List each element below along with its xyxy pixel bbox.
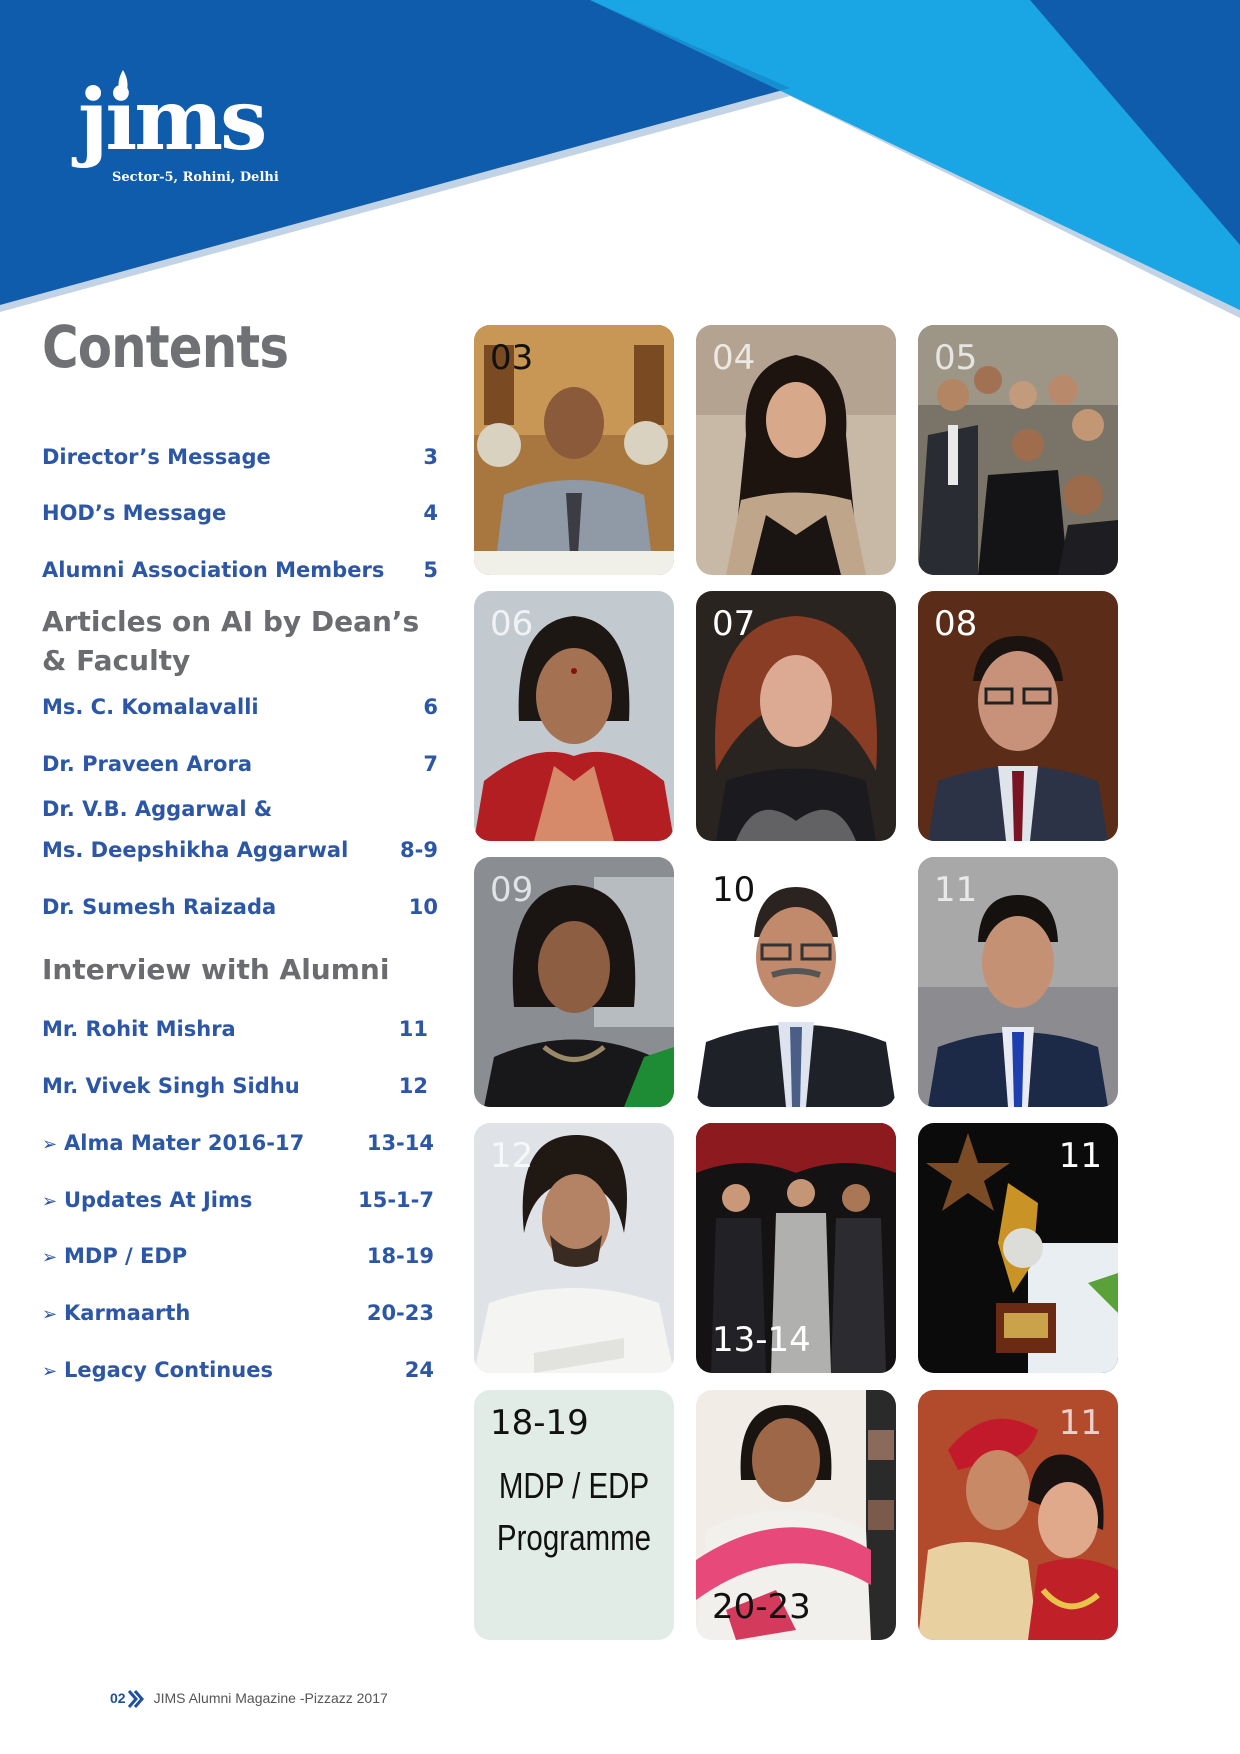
tile-rohit-mishra[interactable]	[918, 857, 1118, 1107]
arrowhead-bullet-icon: ➢	[42, 1191, 58, 1212]
toc-label-wrap	[42, 1357, 273, 1384]
toc-label: Dr. Sumesh Raizada	[42, 895, 277, 919]
tile-vb-aggarwal[interactable]	[918, 591, 1118, 841]
footer-page-number: 02	[110, 1690, 126, 1706]
toc-label: Director’s Message	[42, 445, 271, 469]
tile-komalavalli[interactable]	[474, 591, 674, 841]
tile-award[interactable]	[918, 1123, 1118, 1373]
arrowhead-bullet-icon: ➢	[42, 1134, 58, 1155]
tile-page-number: 08	[934, 604, 978, 644]
tile-sumesh-raizada[interactable]	[474, 857, 674, 1107]
toc-label: Ms. C. Komalavalli	[42, 695, 259, 719]
toc-page: 5	[423, 558, 438, 582]
toc-label: Updates At Jims	[64, 1188, 253, 1212]
toc-page: 6	[423, 695, 438, 719]
tile-page-number: 07	[712, 604, 756, 644]
mdp-tile-subtitle: Programme	[496, 1517, 652, 1558]
toc-label-wrap	[42, 1187, 252, 1214]
toc-label: Dr. V.B. Aggarwal &	[42, 797, 273, 821]
toc-page: 8-9	[400, 838, 438, 862]
toc-label: Karmaarth	[64, 1301, 191, 1325]
page-title: Contents	[42, 313, 289, 381]
tile-page-number: 12	[490, 1136, 534, 1176]
toc-page: 12	[398, 1074, 428, 1098]
toc-page: 18-19	[366, 1244, 434, 1268]
double-chevron-icon	[128, 1690, 144, 1708]
arrowhead-bullet-icon: ➢	[42, 1304, 58, 1325]
tile-karmaarth[interactable]	[696, 1390, 896, 1640]
tile-page-number: 18-19	[490, 1403, 589, 1443]
toc-label: Alma Mater 2016-17	[64, 1131, 305, 1155]
tile-page-number: 03	[490, 338, 534, 378]
tile-page-number: 11	[934, 870, 978, 910]
toc-label: Mr. Rohit Mishra	[42, 1017, 236, 1041]
tile-mdp-edp[interactable]	[474, 1390, 674, 1640]
jims-logo	[72, 70, 292, 200]
logo-location: Sector-5, Rohini, Delhi	[112, 170, 279, 185]
tile-alumni-portrait[interactable]	[696, 857, 896, 1107]
tile-page-number: 04	[712, 338, 756, 378]
toc-page: 4	[423, 501, 438, 525]
tile-vivek-sidhu[interactable]	[474, 1123, 674, 1373]
tile-page-number: 05	[934, 338, 978, 378]
tile-wedding[interactable]	[918, 1390, 1118, 1640]
footer-magazine-title: JIMS Alumni Magazine -Pizzazz 2017	[153, 1690, 388, 1706]
toc-page: 13-14	[366, 1131, 434, 1155]
toc-label-wrap	[42, 1300, 190, 1327]
tile-praveen-arora[interactable]	[696, 591, 896, 841]
toc-label: Legacy Continues	[64, 1358, 273, 1382]
toc-page: 24	[404, 1358, 434, 1382]
arrowhead-bullet-icon: ➢	[42, 1247, 58, 1268]
tile-page-number: 20-23	[712, 1587, 811, 1627]
toc-page: 11	[398, 1017, 428, 1041]
tile-directors-message[interactable]	[474, 325, 674, 575]
toc-label: Alumni Association Members	[42, 558, 385, 582]
toc-label-wrap	[42, 1243, 187, 1270]
tile-alma-mater[interactable]	[696, 1123, 896, 1373]
toc-page: 7	[423, 752, 438, 776]
section-heading-interview: Interview with Alumni	[42, 953, 390, 986]
toc-label: HOD’s Message	[42, 501, 227, 525]
toc-label-wrap	[42, 1130, 304, 1157]
tile-page-number: 11	[1058, 1136, 1102, 1176]
toc-page: 3	[423, 445, 438, 469]
toc-label: MDP / EDP	[64, 1244, 188, 1268]
toc-page: 10	[408, 895, 438, 919]
tile-page-number: 11	[1058, 1403, 1102, 1443]
toc-label: Mr. Vivek Singh Sidhu	[42, 1074, 300, 1098]
tile-page-number: 06	[490, 604, 534, 644]
tile-alumni-members[interactable]	[918, 325, 1118, 575]
toc-page: 20-23	[366, 1301, 434, 1325]
tile-page-number: 09	[490, 870, 534, 910]
mdp-tile-title: MDP / EDP	[498, 1465, 650, 1506]
logo-wordmark: jims	[78, 70, 265, 169]
tile-page-number: 10	[712, 870, 756, 910]
toc-page: 15-1-7	[358, 1188, 434, 1212]
toc-label: Dr. Praveen Arora	[42, 752, 252, 776]
tile-hods-message[interactable]	[696, 325, 896, 575]
page-footer	[110, 1690, 388, 1708]
tile-page-number: 13-14	[712, 1320, 811, 1360]
section-heading-articles: Articles on AI by Dean’s & Faculty	[42, 605, 420, 678]
arrowhead-bullet-icon: ➢	[42, 1361, 58, 1382]
toc-label: Ms. Deepshikha Aggarwal	[42, 838, 349, 862]
